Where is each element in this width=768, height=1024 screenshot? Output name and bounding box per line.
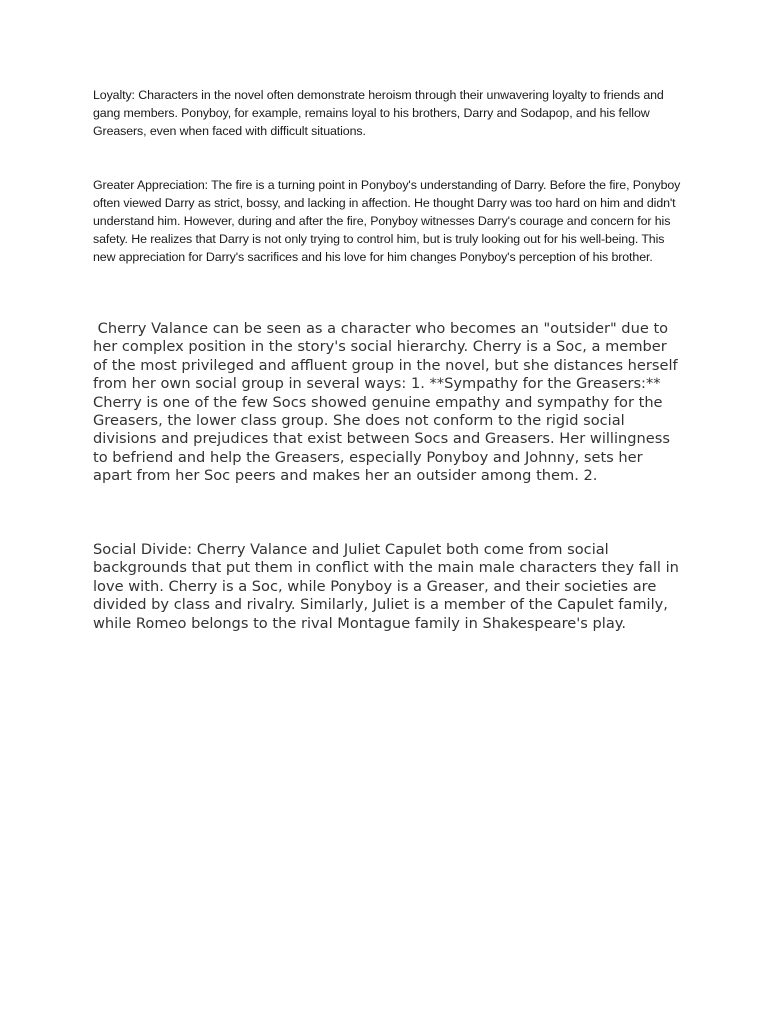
paragraph-cherry-outsider: Cherry Valance can be seen as a character who becomes an "outsider" due to her complex position in the story's social hierarchy. Cherry is a Soc, a member of the most privileged and affluent group in the novel, but she distances herself from her own social group in several ways: 1. **Sympathy for the Greasers:** Cherry is one of the few Socs showed genuine empathy and sympathy for the Greasers, the lower class group. She does not conform to the rigid social divisions and prejudices that exist between Socs and Greasers. Her willingness to befriend and help the Greasers, especially Ponyboy and Johnny, sets her apart from her Soc peers and makes her an outsider among them. 2. <box>93 320 683 485</box>
paragraph-social-divide: Social Divide: Cherry Valance and Juliet Capulet both come from social backgrounds that put them in conflict with the main male characters they fall in love with. Cherry is a Soc, while Ponyboy is a Greaser, and their societies are divided by class and rivalry. Similarly, Juliet is a member of the Capulet family, while Romeo belongs to the rival Montague family in Shakespeare's play. <box>93 541 679 632</box>
paragraph-greater-appreciation: Greater Appreciation: The fire is a turning point in Ponyboy's understanding of Darry. Before the fire, Ponyboy often viewed Darry as strict, bossy, and lacking in affection. He thought Darry was too hard on him and didn't understand him. However, during and after the fire, Ponyboy witnesses Darry's courage and concern for his safety. He realizes that Darry is not only trying to control him, but is truly looking out for his well-being. This new appreciation for Darry's sacrifices and his love for him changes Ponyboy's perception of his brother. <box>93 178 681 264</box>
paragraph-loyalty: Loyalty: Characters in the novel often demonstrate heroism through their unwavering loyalty to friends and gang members. Ponyboy, for example, remains loyal to his brothers, Darry and Sodapop, and his fellow Greasers, even when faced with difficult situations. <box>93 88 664 138</box>
